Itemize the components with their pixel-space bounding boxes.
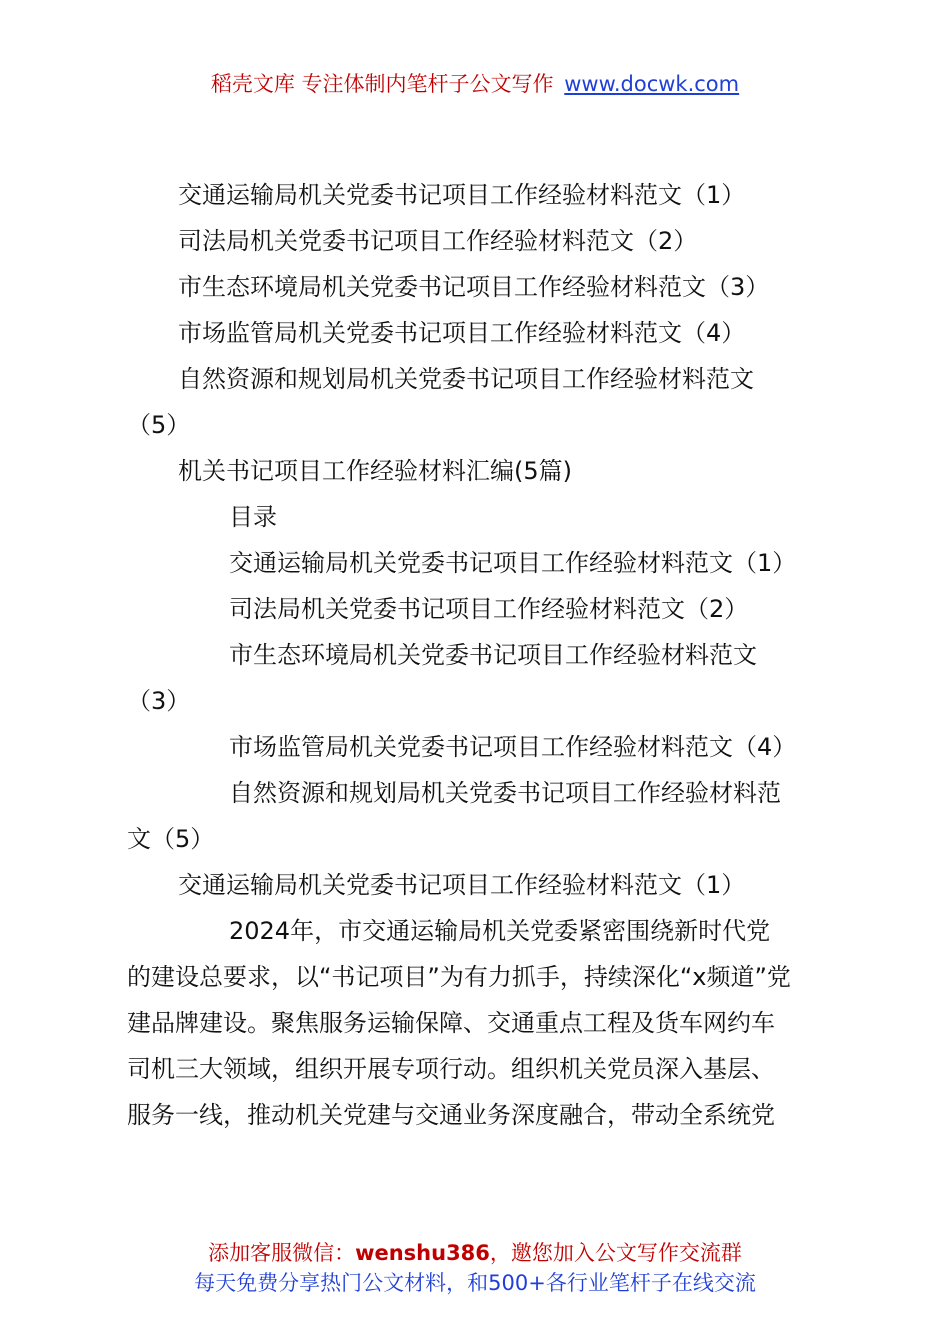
toc-top-item-continued: （5） bbox=[127, 411, 191, 439]
toc-inner-item-continued: 文（5） bbox=[127, 825, 215, 853]
toc-inner-item: 自然资源和规划局机关党委书记项目工作经验材料范 bbox=[229, 779, 781, 807]
toc-inner-item: 市生态环境局机关党委书记项目工作经验材料范文 bbox=[229, 641, 757, 669]
page-footer bbox=[0, 1238, 950, 1298]
body-paragraph-line: 服务一线，推动机关党建与交通业务深度融合，带动全系统党 bbox=[127, 1101, 775, 1129]
toc-inner-item: 市场监管局机关党委书记项目工作经验材料范文（4） bbox=[229, 733, 797, 761]
compilation-title: 机关书记项目工作经验材料汇编(5篇) bbox=[178, 457, 572, 485]
footer-share-line: 每天免费分享热门公文材料，和500+各行业笔杆子在线交流 bbox=[194, 1271, 756, 1295]
toc-top-item: 市场监管局机关党委书记项目工作经验材料范文（4） bbox=[178, 319, 746, 347]
body-paragraph-line: 2024年，市交通运输局机关党委紧密围绕新时代党 bbox=[229, 917, 771, 945]
toc-top-item: 司法局机关党委书记项目工作经验材料范文（2） bbox=[178, 227, 698, 255]
article-title: 交通运输局机关党委书记项目工作经验材料范文（1） bbox=[178, 871, 746, 899]
brand-text: 稻壳文库 专注体制内笔杆子公文写作 bbox=[210, 72, 554, 96]
body-paragraph-line: 司机三大领域，组织开展专项行动。组织机关党员深入基层、 bbox=[127, 1055, 775, 1083]
footer-contact-line bbox=[0, 1238, 950, 1268]
toc-inner-item: 司法局机关党委书记项目工作经验材料范文（2） bbox=[229, 595, 749, 623]
footer-prefix: 添加客服微信： bbox=[208, 1241, 356, 1265]
toc-heading: 目录 bbox=[229, 503, 277, 531]
toc-inner-item: 交通运输局机关党委书记项目工作经验材料范文（1） bbox=[229, 549, 797, 577]
footer-suffix: ，邀您加入公文写作交流群 bbox=[489, 1241, 742, 1265]
toc-inner-item-continued: （3） bbox=[127, 687, 191, 715]
toc-top-item: 交通运输局机关党委书记项目工作经验材料范文（1） bbox=[178, 181, 746, 209]
body-paragraph-line: 建品牌建设。聚焦服务运输保障、交通重点工程及货车网约车 bbox=[127, 1009, 775, 1037]
page-header bbox=[0, 68, 950, 98]
document-body bbox=[127, 172, 832, 1138]
body-paragraph-line: 的建设总要求，以“书记项目”为有力抓手，持续深化“x频道”党 bbox=[127, 963, 791, 991]
site-url-link[interactable]: www.docwk.com bbox=[564, 72, 740, 96]
toc-top-item: 市生态环境局机关党委书记项目工作经验材料范文（3） bbox=[178, 273, 770, 301]
wechat-id: wenshu386 bbox=[355, 1241, 490, 1265]
toc-top-item: 自然资源和规划局机关党委书记项目工作经验材料范文 bbox=[178, 365, 754, 393]
